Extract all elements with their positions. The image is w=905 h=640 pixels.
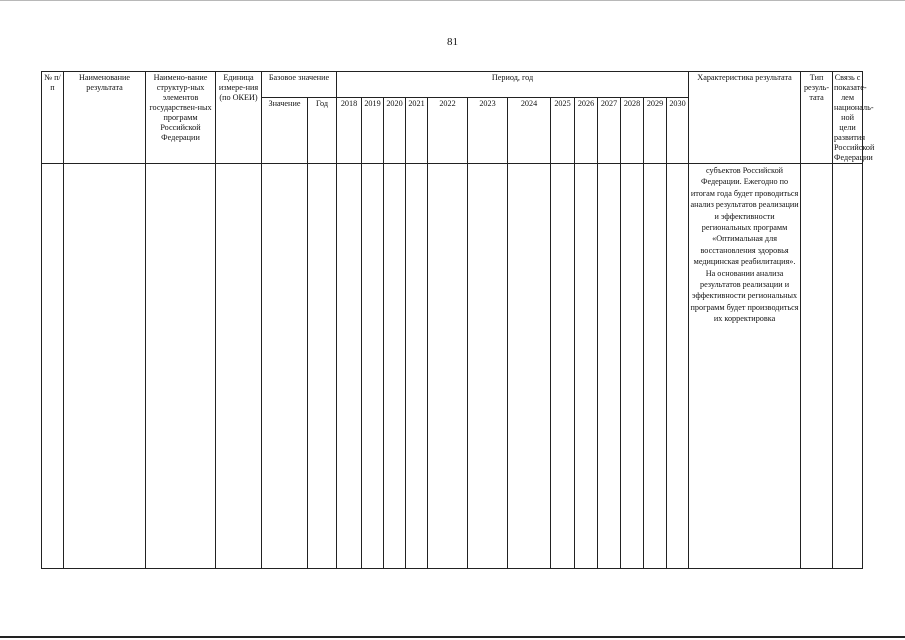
cell-base-year bbox=[308, 164, 337, 569]
header-base-value: Базовое значение bbox=[262, 72, 337, 98]
year-header: 2023 bbox=[468, 98, 508, 164]
cell-national-goal-link bbox=[833, 164, 863, 569]
year-header: 2025 bbox=[551, 98, 575, 164]
header-base-value-amount: Значение bbox=[262, 98, 308, 164]
year-header: 2027 bbox=[598, 98, 621, 164]
page-number: 81 bbox=[447, 36, 458, 48]
year-header: 2029 bbox=[644, 98, 667, 164]
cell-year-value bbox=[621, 164, 644, 569]
header-unit: Единица измере-ния (по ОКЕИ) bbox=[216, 72, 262, 164]
cell-result-type bbox=[801, 164, 833, 569]
header-base-value-year: Год bbox=[308, 98, 337, 164]
header-result-type: Тип резуль-тата bbox=[801, 72, 833, 164]
cell-year-value bbox=[551, 164, 575, 569]
year-header: 2019 bbox=[362, 98, 384, 164]
cell-year-value bbox=[667, 164, 689, 569]
cell-year-value bbox=[468, 164, 508, 569]
cell-structural-elements bbox=[146, 164, 216, 569]
cell-year-value bbox=[362, 164, 384, 569]
cell-year-value bbox=[575, 164, 598, 569]
year-header: 2026 bbox=[575, 98, 598, 164]
header-national-goal-link: Связь с показате-лем националь-ной цели развития Российской Федерации bbox=[834, 73, 875, 162]
cell-year-value bbox=[644, 164, 667, 569]
cell-year-value bbox=[337, 164, 362, 569]
cell-year-value bbox=[428, 164, 468, 569]
results-table bbox=[41, 71, 875, 569]
year-header: 2022 bbox=[428, 98, 468, 164]
header-characteristic: Характеристика результата bbox=[689, 72, 801, 164]
cell-num bbox=[42, 164, 64, 569]
header-period: Период, год bbox=[337, 72, 689, 98]
year-header: 2028 bbox=[621, 98, 644, 164]
year-header: 2020 bbox=[384, 98, 406, 164]
table-row bbox=[42, 164, 863, 569]
year-header: 2030 bbox=[667, 98, 689, 164]
cell-characteristic-text: субъектов Российской Федерации. Ежегодно по итогам года будет проводиться анализ результатов реализации и эффективности региональных программ «Оптимальная для восстановления здоровья медицинская реабилитация». На основании анализа результатов реализации и эффективности региональных программ будет производиться их корректировка bbox=[689, 164, 801, 569]
header-structural-elements: Наимено-вание структур-ных элементов государствен-ных программ Российской Федерации bbox=[146, 72, 216, 164]
cell-year-value bbox=[406, 164, 428, 569]
cell-year-value bbox=[598, 164, 621, 569]
header-num: № п/п bbox=[42, 72, 64, 164]
cell-base-value bbox=[262, 164, 308, 569]
year-header: 2021 bbox=[406, 98, 428, 164]
cell-result-name bbox=[64, 164, 146, 569]
bottom-rule bbox=[0, 636, 905, 638]
year-header: 2024 bbox=[508, 98, 551, 164]
top-rule bbox=[0, 0, 905, 1]
cell-unit bbox=[216, 164, 262, 569]
cell-year-value bbox=[384, 164, 406, 569]
year-header: 2018 bbox=[337, 98, 362, 164]
header-result-name: Наименование результата bbox=[64, 72, 146, 164]
cell-year-value bbox=[508, 164, 551, 569]
